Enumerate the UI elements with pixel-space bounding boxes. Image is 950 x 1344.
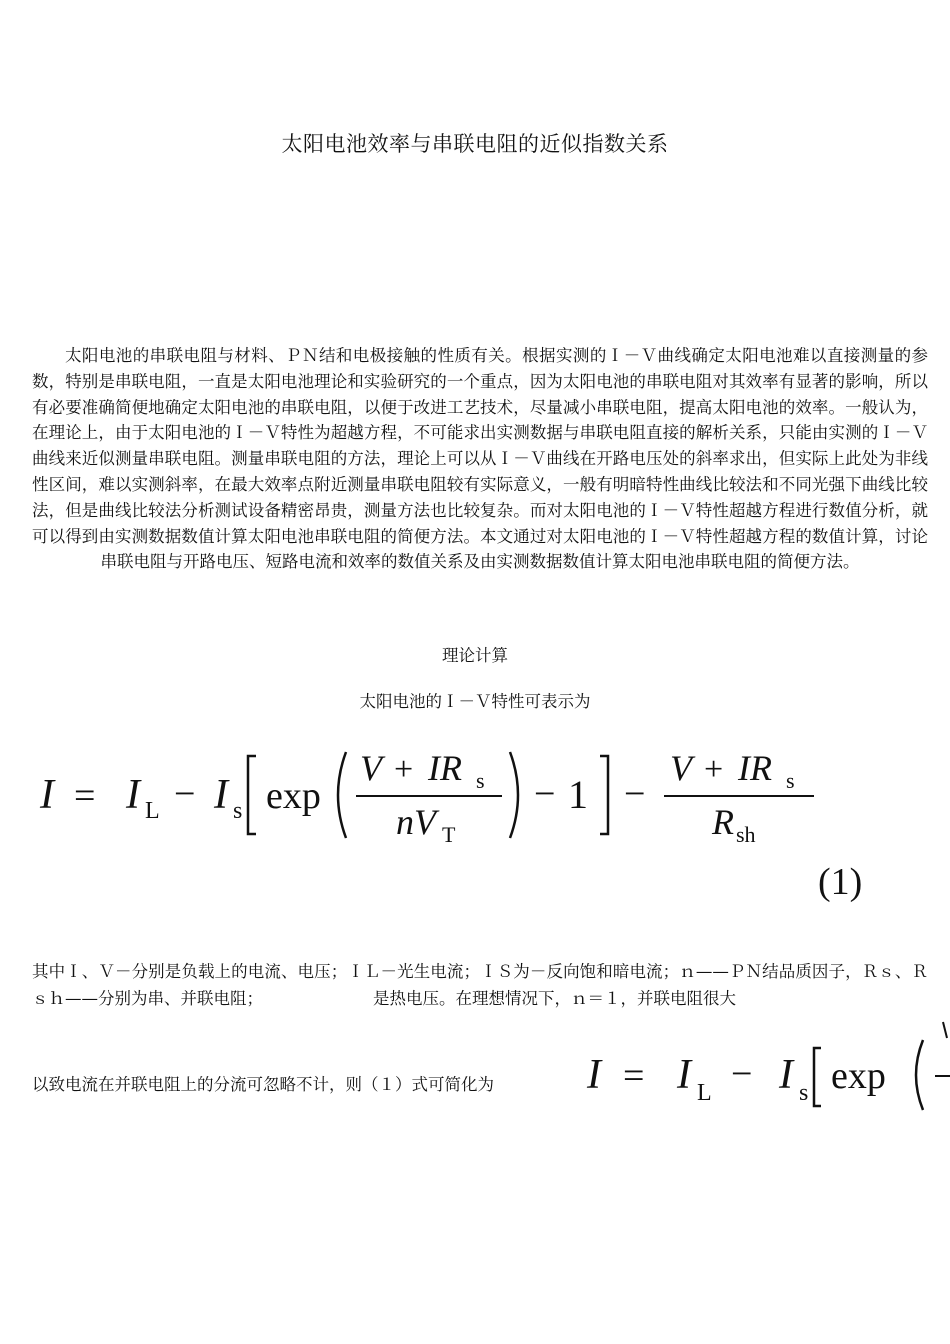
svg-text:exp: exp (831, 1055, 886, 1097)
svg-text:L: L (697, 1080, 712, 1106)
section-heading: 理论计算 (442, 646, 508, 665)
equation-2-partial (585, 1018, 950, 1118)
svg-text:=: = (623, 1055, 645, 1097)
svg-text:R: R (712, 802, 734, 842)
svg-text:−: − (731, 1053, 753, 1095)
svg-text:IR: IR (428, 748, 462, 788)
svg-text:s: s (476, 768, 485, 793)
svg-text:−: − (624, 773, 646, 815)
definitions-text-part2: 是热电压。在理想情况下，ｎ＝１，并联电阻很大 (373, 989, 736, 1008)
svg-text:−: − (174, 773, 196, 815)
svg-text:+: + (394, 751, 414, 788)
svg-text:V: V (670, 748, 692, 788)
equation-number: (1) (818, 861, 863, 903)
svg-text:L: L (145, 798, 160, 824)
svg-text:nV: nV (396, 802, 436, 842)
simplify-text: 以致电流在并联电阻上的分流可忽略不计，则（１）式可简化为 (32, 1075, 494, 1094)
intro-paragraph: 太阳电池的串联电阻与材料、ＰＮ结和电极接触的性质有关。根据实测的Ｉ－Ｖ曲线确定太阳电池难以直接测量的参数，特别是串联电阻，一直是太阳电池理论和实验研究的一个重点，因为太阳电池的串联电阻对其效率有显著的影响，所以有必要准确简便地确定太阳电池的串联电阻，以便于改进工艺技术，尽量减小串联电阻，提高太阳电池的效率。一般认为，在理论上，由于太阳电池的Ｉ－Ｖ特性为超越方程，不可能求出实测数据与串联电阻直接的解析关系，只能由实测的Ｉ－Ｖ曲线来近似测量串联电阻。测量串联电阻的方法，理论上可以从Ｉ－Ｖ曲线在开路电压处的斜率求出，但实际上此处为非线性区间，难以实测斜率，在最大效率点附近测量串联电阻较有实际意义，一般有明暗特性曲线比较法和不同光强下曲线比较法，但是曲线比较法分析测试设备精密昂贵，测量方法也比较复杂。而对太阳电池的Ｉ－Ｖ特性超越方程进行数值分析，就可以得到由实测数据数值计算太阳电池串联电阻的简便方法。本文通过对太阳电池的Ｉ－Ｖ特性超越方程的数值计算，讨论串联电阻与开路电压、短路电流和效率的数值关系及由实测数据数值计算太阳电池串联电阻的简便方法。 (32, 346, 928, 572)
svg-text:=: = (74, 775, 96, 817)
svg-text:V: V (360, 748, 382, 788)
svg-text:IR: IR (738, 748, 772, 788)
svg-text:s: s (233, 798, 243, 824)
svg-text:I: I (214, 772, 228, 818)
svg-text:I: I (779, 1052, 793, 1098)
svg-text:−: − (534, 773, 556, 815)
svg-text:exp: exp (266, 775, 321, 817)
svg-text:s: s (799, 1080, 809, 1106)
document-title: 太阳电池效率与串联电阻的近似指数关系 (281, 132, 669, 156)
svg-text:+: + (704, 751, 724, 788)
svg-text:I: I (677, 1052, 691, 1098)
svg-text:I: I (587, 1052, 601, 1098)
svg-text:T: T (442, 822, 456, 847)
svg-text:s: s (786, 768, 795, 793)
definitions-text-part1: 其中Ｉ、Ｖ－分别是负载上的电流、电压；ＩＬ－光生电流；ＩＳ为－反向饱和暗电流；ｎ——ＰＮ结品质因子，Ｒｓ、Ｒｓｈ——分别为串、并联电阻； (32, 962, 928, 1008)
equation-1 (34, 738, 834, 848)
equation-intro: 太阳电池的Ｉ－Ｖ特性可表示为 (359, 692, 591, 711)
svg-text:I: I (40, 772, 54, 818)
svg-text:sh: sh (736, 822, 756, 847)
svg-text:1: 1 (568, 772, 588, 817)
svg-text:I: I (126, 772, 140, 818)
definitions-paragraph (32, 958, 928, 1012)
